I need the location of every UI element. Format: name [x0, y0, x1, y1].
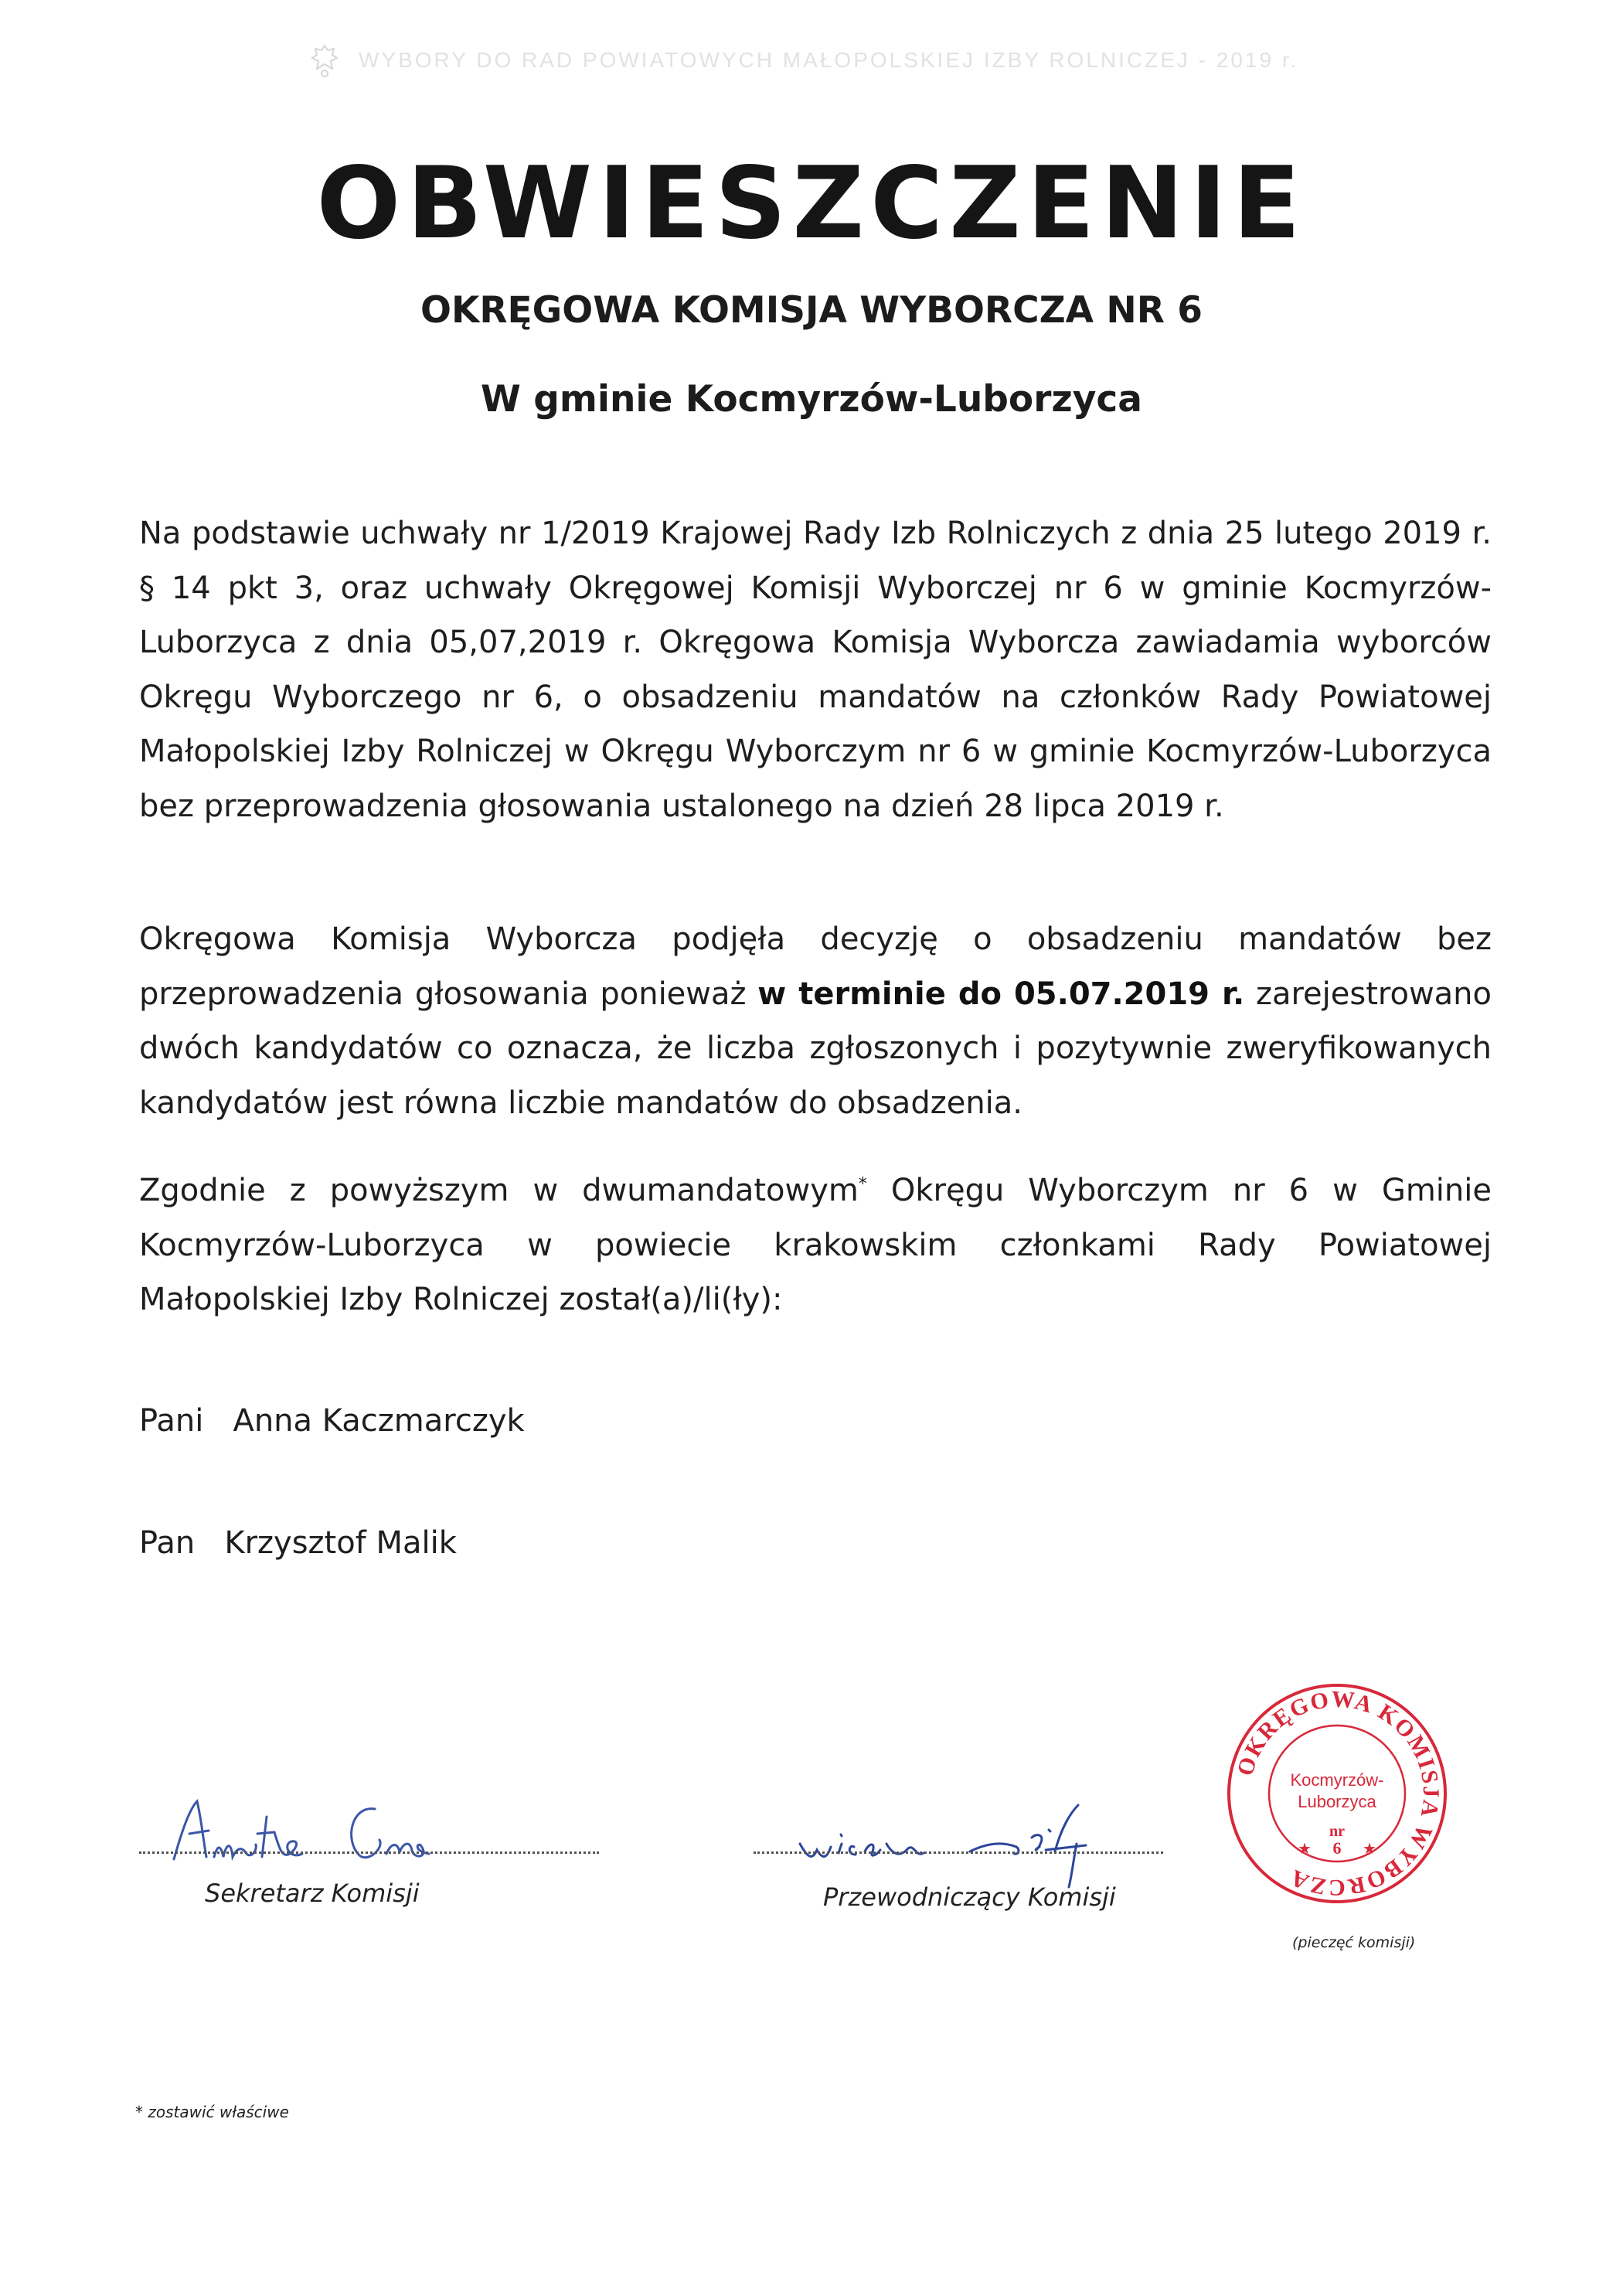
stamp-outer-text: OKRĘGOWA KOMISJA WYBORCZA: [1232, 1686, 1444, 1901]
committee-name: OKRĘGOWA KOMISJA WYBORCZA NR 6: [420, 289, 1203, 332]
stamp-nr-value: 6: [1332, 1838, 1342, 1858]
secretary-label: Sekretarz Komisji: [205, 1879, 420, 1908]
paragraph-result-text-2: Okręgu Wyborczym nr 6 w Gminie Kocmyrzów-Luborzyca w powiecie krakowskim członkami Rady Powiatowej Małopolskiej Izby Rolniczej został(a)/li(ły):: [139, 1173, 1492, 1317]
paragraph-decision: [139, 912, 1492, 1130]
paragraph-decision-text-1: Okręgowa Komisja Wyborcza podjęła decyzję o obsadzeniu mandatów bez przeprowadzenia głosowania ponieważ: [139, 921, 1492, 1012]
signature-line: [139, 1851, 599, 1854]
footnote-marker: *: [858, 1174, 867, 1194]
paragraph-result-text-1: Zgodnie z powyższym w dwumandatowym: [139, 1173, 859, 1208]
commission-stamp: [1221, 1678, 1453, 1909]
chair-label: Przewodniczący Komisji: [823, 1882, 1116, 1912]
paragraph-result: [139, 1163, 1492, 1327]
stamp-nr-label: nr: [1329, 1823, 1345, 1840]
eagle-crest-icon: [309, 43, 340, 78]
watermark-text: WYBORY DO RAD POWIATOWYCH MAŁOPOLSKIEJ IZBY ROLNICZEJ - 2019 r.: [359, 48, 1299, 72]
header-watermark: [309, 43, 1391, 78]
stamp-caption: (pieczęć komisji): [1292, 1934, 1416, 1951]
stamp-center-line-1: Kocmyrzów-: [1290, 1770, 1384, 1790]
elected-member: [139, 1403, 525, 1439]
secretary-signature: [166, 1786, 444, 1871]
member-title: Pan: [139, 1525, 196, 1561]
stamp-star-icon: ★: [1363, 1839, 1376, 1858]
paragraph-legal-basis: Na podstawie uchwały nr 1/2019 Krajowej Rady Izb Rolniczych z dnia 25 lutego 2019 r. § 14 pkt 3, oraz uchwały Okręgowej Komisji Wyborczej nr 6 w gminie Kocmyrzów-Luborzyca z dnia 05,07,2019 r. Okręgowa Komisja Wyborcza zawiadamia wyborców Okręgu Wyborczego nr 6, o obsadzeniu mandatów na członków Rady Powiatowej Małopolskiej Izby Rolniczej w Okręgu Wyborczym nr 6 w gminie Kocmyrzów-Luborzyca bez przeprowadzenia głosowania ustalonego na dzień 28 lipca 2019 r.: [139, 516, 1492, 824]
footnote: * zostawić właściwe: [135, 2103, 289, 2121]
document-title: OBWIESZCZENIE: [316, 146, 1307, 261]
municipality-name: W gminie Kocmyrzów-Luborzyca: [481, 378, 1142, 421]
member-name: Krzysztof Malik: [224, 1525, 457, 1561]
paragraph-decision-text-2: zarejestrowano dwóch kandydatów co oznacza, że liczba zgłoszonych i pozytywnie zweryfikowanych kandydatów jest równa liczbie mandatów do obsadzenia.: [139, 976, 1492, 1121]
stamp-star-icon: ★: [1298, 1839, 1312, 1858]
member-name: Anna Kaczmarczyk: [233, 1403, 525, 1439]
elected-member: [139, 1525, 457, 1561]
signature-line: [754, 1851, 1163, 1854]
deadline-text: w terminie do 05.07.2019 r.: [757, 976, 1245, 1012]
member-title: Pani: [139, 1403, 204, 1439]
chair-signature: [784, 1790, 1125, 1890]
stamp-center-line-2: Luborzyca: [1298, 1792, 1376, 1811]
